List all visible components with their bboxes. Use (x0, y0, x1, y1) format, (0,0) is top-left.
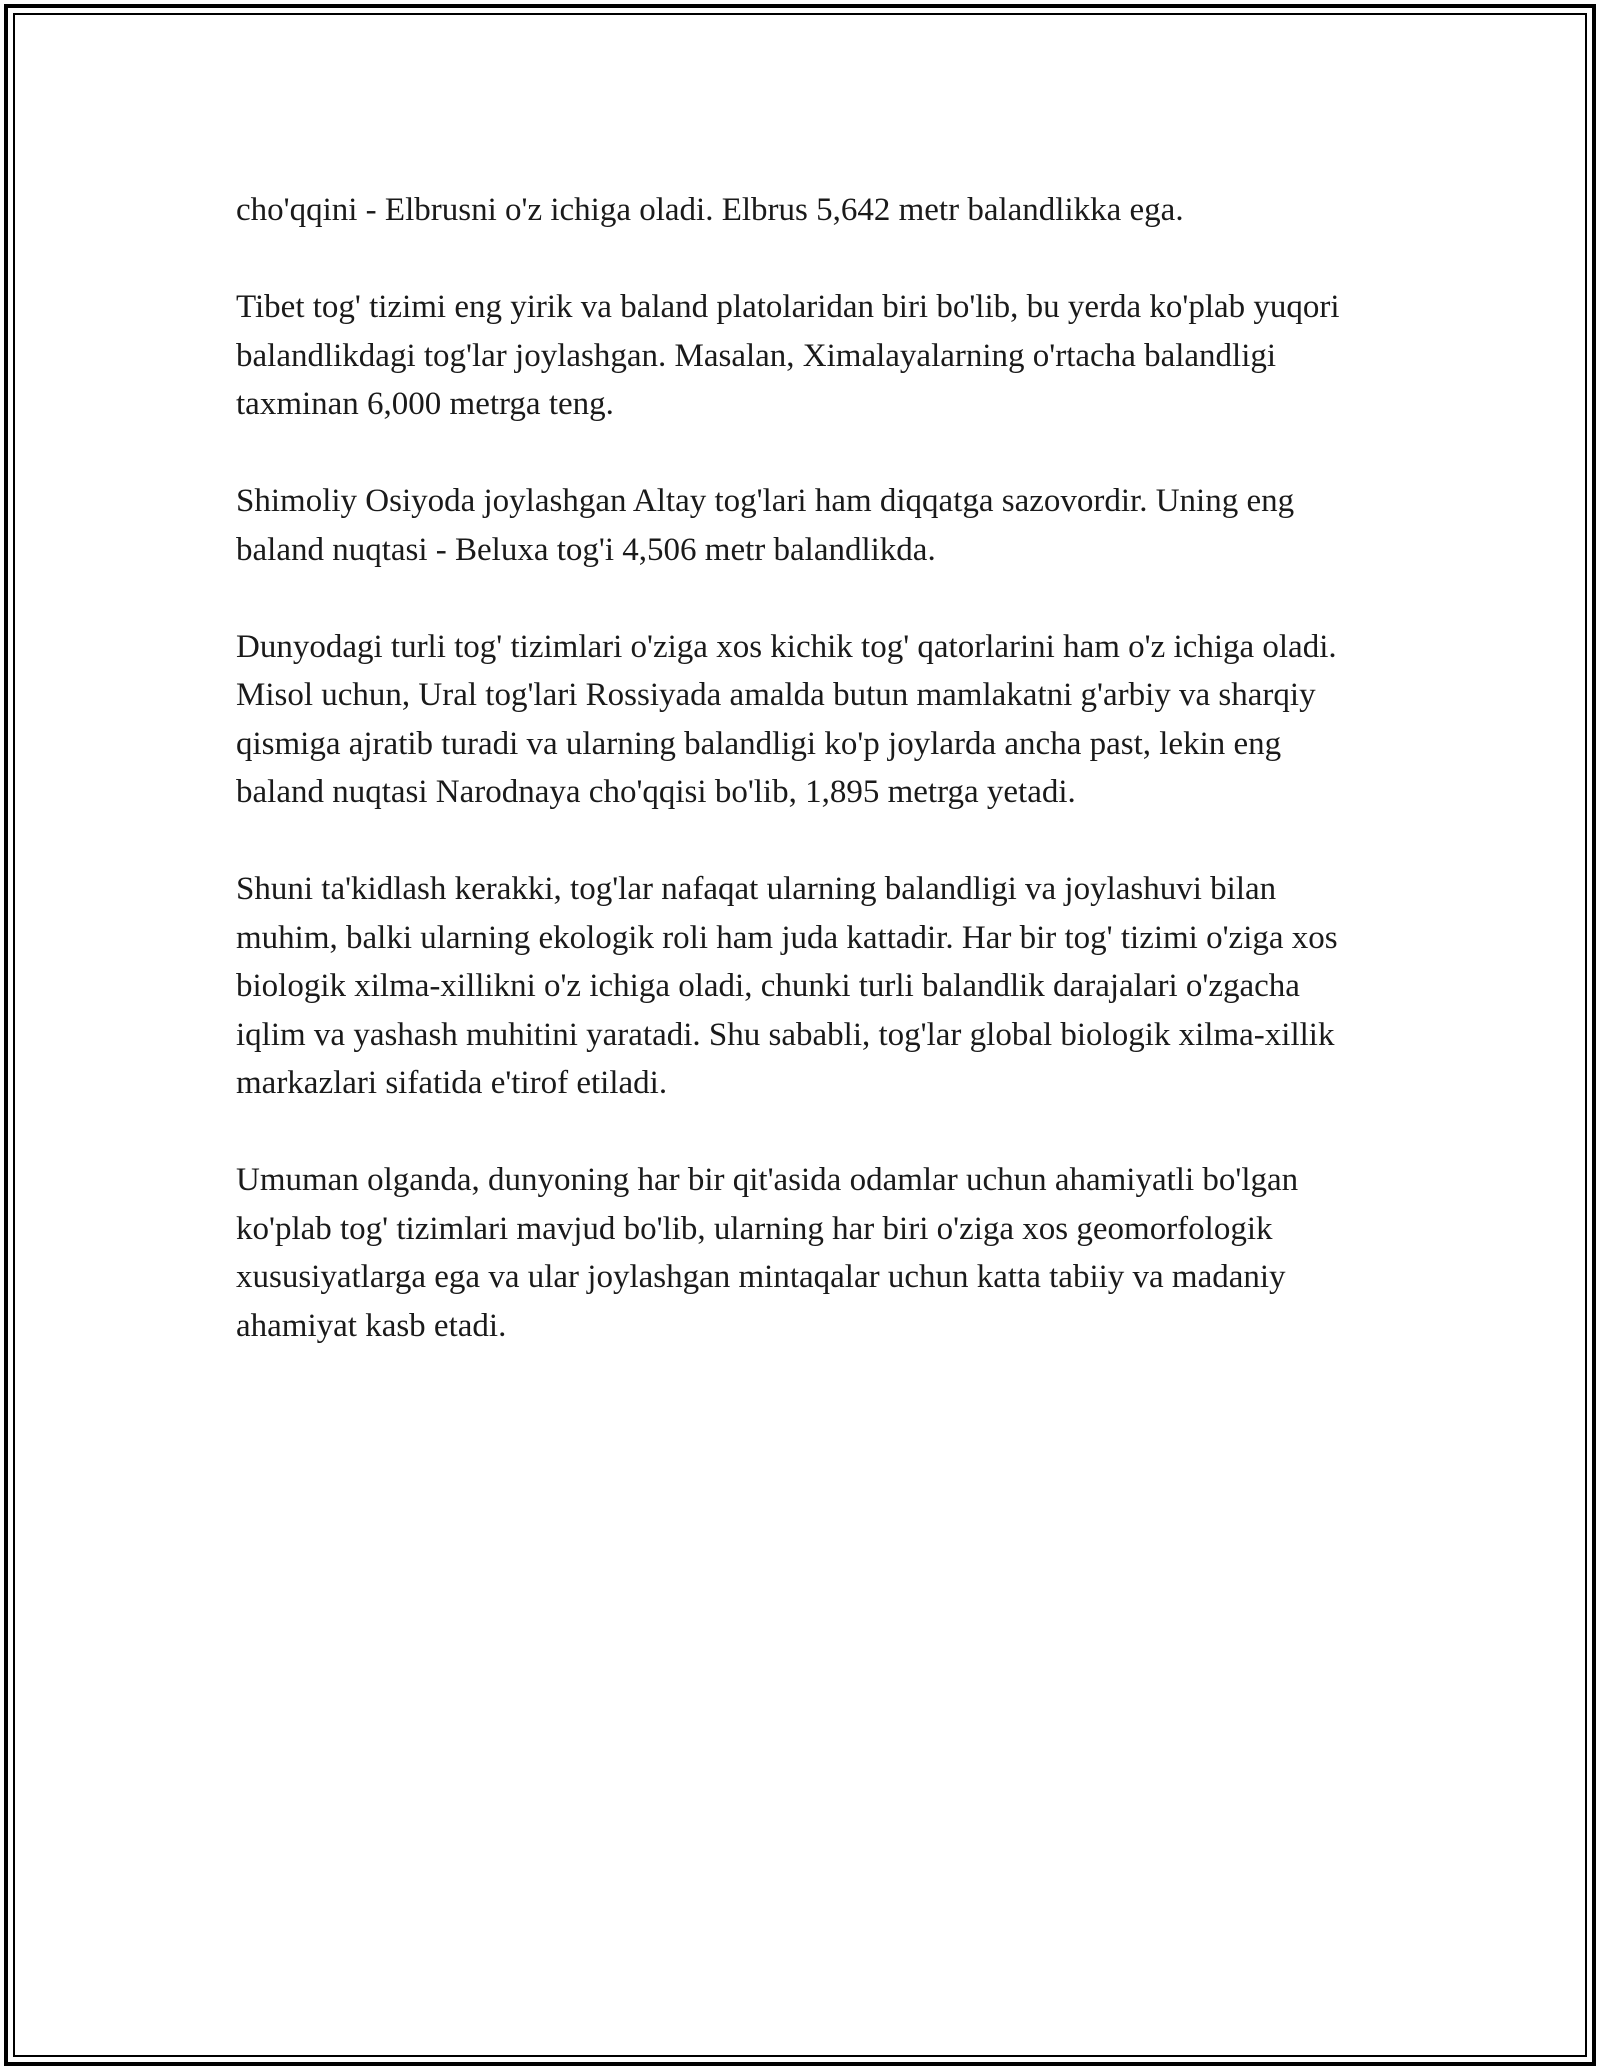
paragraph-altay: Shimoliy Osiyoda joylashgan Altay tog'lari ham diqqatga sazovordir. Uning eng baland nuqtasi - Beluxa tog'i 4,506 metr balandlikda. (236, 483, 1295, 568)
paragraph-elbrus: cho'qqini - Elbrusni o'z ichiga oladi. Elbrus 5,642 metr balandlikka ega. (236, 192, 1184, 228)
document-body (236, 186, 1376, 1350)
paragraph-ecology: Shuni ta'kidlash kerakki, tog'lar nafaqat ularning balandligi va joylashuvi bilan muhim, balki ularning ekologik roli ham juda kattadir. Har bir tog' tizimi o'ziga xos biologik xilma-xillikni o'z ichiga oladi, chunki turli balandlik darajalari o'zgacha iqlim va yashash muhitini yaratadi. Shu sababli, tog'lar global biologik xilma-xillik markazlari sifatida e'tirof etiladi. (236, 871, 1338, 1101)
paragraph-conclusion: Umuman olganda, dunyoning har bir qit'asida odamlar uchun ahamiyatli bo'lgan ko'plab tog' tizimlari mavjud bo'lib, ularning har biri o'ziga xos geomorfologik xususiyatlarga ega va ular joylashgan mintaqalar uchun katta tabiiy va madaniy ahamiyat kasb etadi. (236, 1162, 1299, 1344)
paragraph-ural: Dunyodagi turli tog' tizimlari o'ziga xos kichik tog' qatorlarini ham o'z ichiga oladi. Misol uchun, Ural tog'lari Rossiyada amalda butun mamlakatni g'arbiy va sharqiy qismiga ajratib turadi va ularning balandligi ko'p joylarda ancha past, lekin eng baland nuqtasi Narodnaya cho'qqisi bo'lib, 1,895 metrga yetadi. (236, 628, 1337, 810)
paragraph-tibet: Tibet tog' tizimi eng yirik va baland platolaridan biri bo'lib, bu yerda ko'plab yuqori balandlikdagi tog'lar joylashgan. Masalan, Ximalayalarning o'rtacha balandligi taxminan 6,000 metrga teng. (236, 289, 1340, 422)
